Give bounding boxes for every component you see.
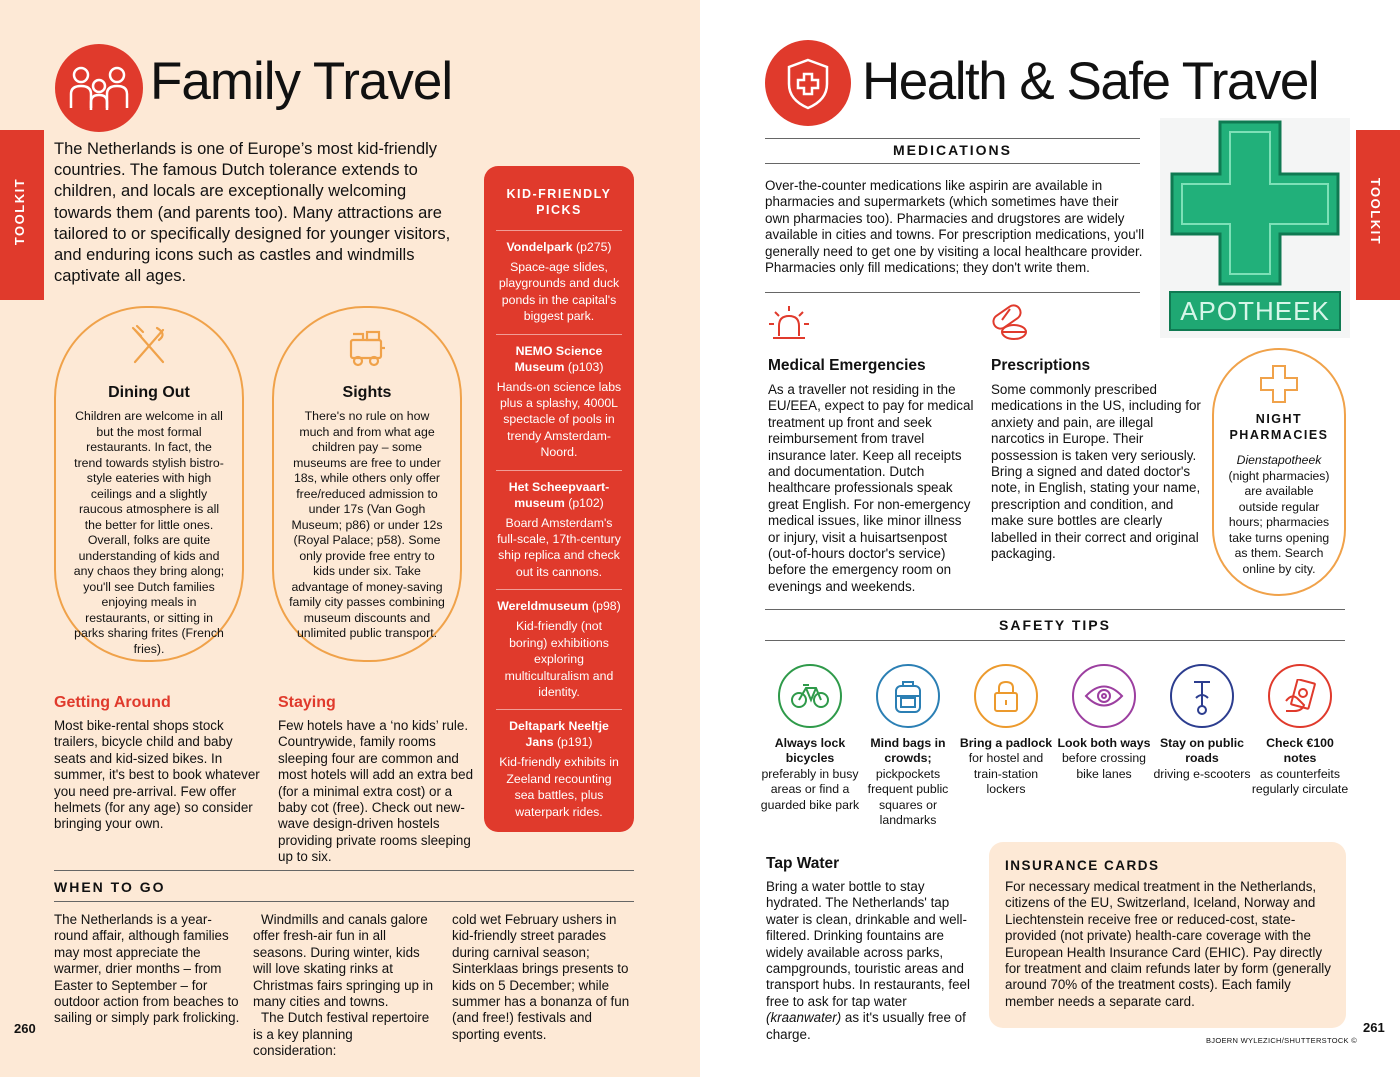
safety-tip: Check €100 notes as counterfeits regularly circulate [1250, 664, 1350, 798]
photo-credit: BJOERN WYLEZICH/SHUTTERSTOCK © [1206, 1036, 1358, 1045]
divider [765, 163, 1140, 164]
dining-out-card [54, 306, 244, 662]
shield-cross-icon [765, 40, 851, 126]
prescriptions-text: Some commonly prescribed medications in the US, including for anxiety and pain, are illegal narcotics in Europe. Their possession is taken very seriously. Bring a signed and dated doctor's note, in English, stating your name, prescription and condition, and make sure bottles are clearly labelled in their correct and original packaging. [991, 382, 1201, 562]
sights-title: Sights [342, 384, 392, 401]
padlock-icon [974, 664, 1038, 728]
medical-emergencies-text: As a traveller not residing in the EU/EEA, expect to pay for medical treatment up front and seek reimbursement from travel insurance later. Keep all receipts and documentation. Dutch healthcare professionals speak great English. For non-emergency medical issues, like minor illness or injury, visit a huisartsenpost (out-of-hours doctor's service) before the emergency room on evenings and weekends. [768, 382, 974, 594]
sights-text: There's no rule on how much and from what age children pay – some museums are free to under 18s, while others only offer free/reduced admission to under 17s (Van Gogh Museum; p86) or under 12s (Royal Palace; p58). Some only provide free entry to kids under six. Take advantage of money-saving family city passes combining museum discounts and unlimited public transport. [289, 409, 445, 640]
bicycle-icon [778, 664, 842, 728]
when-to-go-col3: cold wet February ushers in kid-friendly street parades during carnival season; Sinterklaas brings presents to kids on 5 December; while summer has a bonanza of fun (and free!) festivals and sporting events. [452, 912, 630, 1042]
insurance-heading: INSURANCE CARDS [1005, 858, 1160, 873]
page-number-right: 261 [1363, 1020, 1385, 1035]
pharmacy-sign-text: APOTHEEK [1180, 296, 1330, 326]
pharmacy-cross-icon [1214, 364, 1344, 409]
divider [765, 292, 1140, 293]
getting-around-title: Getting Around [54, 694, 171, 711]
kid-pick-item: Wereldmuseum (p98) Kid-friendly (not boring) exhibitions exploring multiculturalism and identity. [496, 589, 622, 709]
toolkit-tab-left: TOOLKIT [0, 130, 44, 300]
page-title-right: Health & Safe Travel [862, 52, 1319, 111]
kid-pick-item: Deltapark Neeltje Jans (p191) Kid-friendly exhibits in Zeeland recounting sea battles, plus waterpark rides. [496, 709, 622, 829]
kid-pick-item: Het Scheepvaart-museum (p102) Board Amsterdam's full-scale, 17th-century ship replica and check out its cannons. [496, 470, 622, 590]
night-pharmacies-text: Dienstapotheek (night pharmacies) are available outside regular hours; pharmacies take turns opening as them. Search online by city. [1228, 453, 1330, 576]
tap-water-title: Tap Water [766, 855, 840, 872]
backpack-icon [876, 664, 940, 728]
when-to-go-heading: WHEN TO GO [54, 879, 166, 895]
divider [54, 870, 634, 871]
when-to-go-col1: The Netherlands is a year-round affair, although families may most appreciate the warmer, drier months – from Easter to September – for outdoor action from beaches to sailing or simply park frolicking. [54, 912, 240, 1026]
safety-tip: Bring a padlock for hostel and train-station lockers [956, 664, 1056, 798]
train-icon [274, 324, 460, 372]
divider [765, 640, 1345, 641]
kid-pick-item: Vondelpark (p275) Space-age slides, playgrounds and duck ponds in the capital's biggest park. [496, 230, 622, 334]
kid-friendly-picks-box [484, 166, 634, 832]
night-pharmacies-card [1212, 348, 1346, 596]
siren-icon [767, 302, 811, 351]
page-number-left: 260 [14, 1021, 36, 1036]
pills-icon [988, 300, 1032, 349]
family-icon [55, 44, 143, 132]
insurance-text: For necessary medical treatment in the Netherlands, citizens of the EU, Switzerland, Iceland, Norway and Liechtenstein receive free or reduced-cost, state-provided (not private) health-care coverage with the European Health Insurance Card (EHIC). Pay directly for treatment and claim refunds later by form (generally around 70% of the treatment costs). Each family member needs a separate card. [1005, 879, 1331, 1009]
divider [765, 138, 1140, 139]
dining-out-title: Dining Out [108, 384, 190, 401]
kid-picks-heading: KID-FRIENDLY PICKS [506, 187, 612, 217]
medications-text: Over-the-counter medications like aspirin are available in pharmacies and supermarkets (which sometimes have their own pharmacies too). Pharmacies and drugstores are widely available in cities and towns. For prescription medications, you'll generally need to get one by visiting a local healthcare provider. Pharmacies only fill medications; they don't write them. [765, 178, 1145, 276]
intro-text: The Netherlands is one of Europe’s most kid-friendly countries. The famous Dutch tolerance extends to children, and locals are exceptionally welcoming towards them (and parents too). Many attractions are tailored to or specifically designed for younger visitors, and enduring icons such as castles and windmills captivate all ages. [54, 140, 451, 286]
divider [765, 609, 1345, 610]
safety-tip: Look both ways before crossing bike lanes [1054, 664, 1154, 782]
toolkit-tab-right: TOOLKIT [1356, 130, 1400, 300]
medications-heading: MEDICATIONS [893, 142, 1012, 158]
dining-out-text: Children are welcome in all but the most formal restaurants. In fact, the trend towards stylish bistro-style eateries with high ceilings and a slightly raucous atmosphere is all the better for little ones. Overall, folks are quite understanding of kids and any chaos they bring along; you'll see Dutch families enjoying meals in restaurants, or sitting in parks sharing frites (French fries). [73, 409, 225, 656]
banknote-icon [1268, 664, 1332, 728]
page-title-left: Family Travel [150, 52, 453, 111]
medical-emergencies-title: Medical Emergencies [768, 357, 926, 374]
safety-tip: Stay on public roads driving e-scooters [1152, 664, 1252, 782]
staying-text: Few hotels have a ‘no kids’ rule. Countrywide, family rooms sleeping four are common and most hotels will add an extra bed (for a minimal extra cost) or a baby cot (free). Check out new-wave design-driven hostels providing private rooms sleeping up to six. [278, 718, 474, 865]
pharmacy-sign-photo [1160, 118, 1350, 338]
cutlery-icon [56, 324, 242, 372]
prescriptions-title: Prescriptions [991, 357, 1091, 374]
night-pharmacies-title: NIGHT PHARMACIES [1229, 412, 1329, 442]
getting-around-text: Most bike-rental shops stock trailers, bicycle child and baby seats and kid-sized bikes. In summer, it's best to book whatever you need pre-arrival. Few offer helmets (for any age) so consider bringing your own. [54, 718, 260, 832]
safety-tip: Always lock bicycles preferably in busy areas or find a guarded bike park [760, 664, 860, 813]
divider [54, 901, 634, 902]
kid-pick-item: NEMO Science Museum (p103) Hands-on science labs plus a splashy, 4000L spectacle of pools in trendy Amsterdam-Noord. [496, 334, 622, 470]
staying-title: Staying [278, 694, 336, 711]
when-to-go-col2: Windmills and canals galore offer fresh-air fun in all seasons. During winter, kids will love skating rinks at Christmas fairs springing up in many cities and towns. The Dutch festival repertoire is a key planning consideration: [253, 912, 434, 1059]
eye-icon [1072, 664, 1136, 728]
sights-card [272, 306, 462, 662]
insurance-cards-box [989, 842, 1346, 1028]
tap-water-text: Bring a water bottle to stay hydrated. The Netherlands' tap water is clean, drinkable and well-filtered. Drinking fountains are widely available across parks, campgrounds, touristic areas and transport hubs. In restaurants, feel free to ask for tap water (kraanwater) as it's usually free of charge. [766, 879, 970, 1042]
safety-tips-row [760, 664, 1360, 834]
safety-tip: Mind bags in crowds; pickpockets frequent public squares or landmarks [858, 664, 958, 828]
safety-tips-heading: SAFETY TIPS [999, 617, 1111, 633]
scooter-icon [1170, 664, 1234, 728]
